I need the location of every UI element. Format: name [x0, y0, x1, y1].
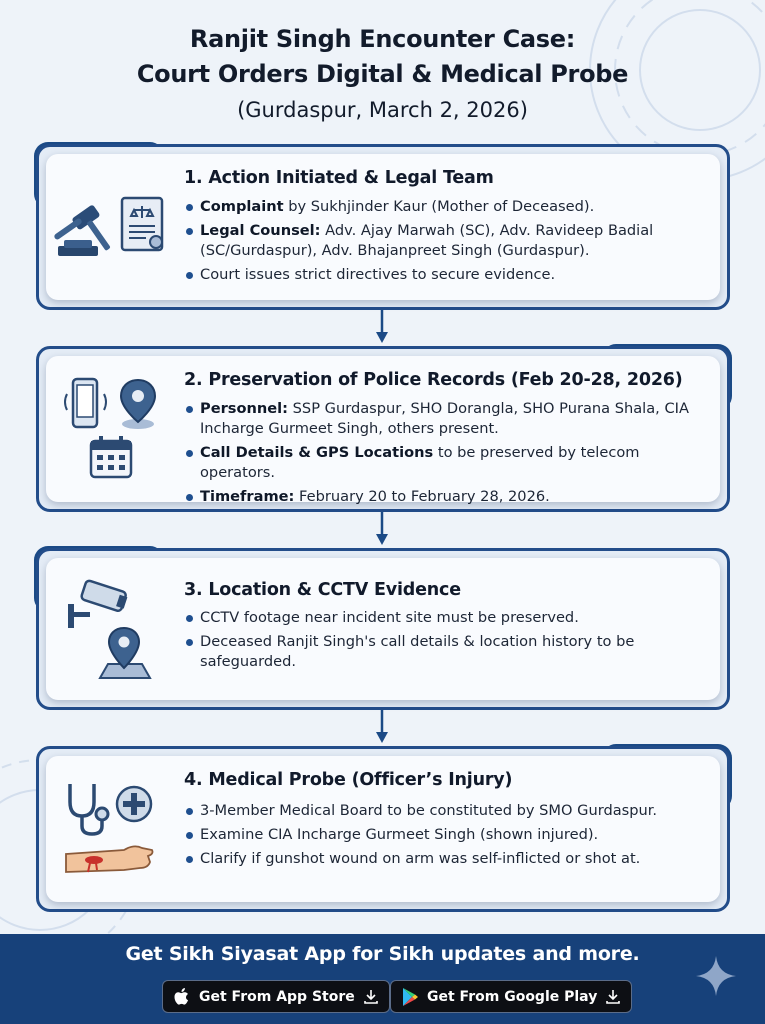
flow-arrow-icon — [375, 512, 389, 546]
list-item: Personnel: SSP Gurdaspur, SHO Dorangla, SHO Purana Shala, CIA Incharge Gurmeet Singh, others present. — [184, 399, 714, 439]
footer-text: Get Sikh Siyasat App for Sikh updates and more. — [125, 943, 640, 965]
flow-arrow-icon — [375, 710, 389, 744]
section-title: 3. Location & CCTV Evidence — [184, 580, 461, 600]
section-title: 4. Medical Probe (Officer’s Injury) — [184, 770, 513, 790]
app-promo-footer — [0, 934, 765, 1024]
legal-document-icon — [114, 194, 174, 258]
section-police-records — [36, 346, 730, 516]
section-action-initiated — [36, 144, 730, 314]
bullet-list — [184, 399, 714, 511]
download-icon — [363, 989, 379, 1005]
bullet-list — [184, 197, 704, 289]
list-item: Complaint by Sukhjinder Kaur (Mother of Deceased). — [184, 197, 704, 217]
google-play-icon — [401, 987, 419, 1007]
app-store-button[interactable] — [162, 980, 390, 1013]
google-play-button[interactable] — [390, 980, 632, 1013]
page-title-line-1: Ranjit Singh Encounter Case: — [189, 25, 576, 53]
app-store-label: Get From App Store — [199, 988, 355, 1005]
list-item: Clarify if gunshot wound on arm was self-inflicted or shot at. — [184, 849, 714, 869]
bullet-list — [184, 608, 694, 676]
medical-plus-icon — [114, 784, 154, 824]
list-item: 3-Member Medical Board to be constituted by SMO Gurdaspur. — [184, 801, 714, 821]
apple-icon — [173, 987, 191, 1007]
sparkle-icon — [694, 954, 738, 998]
section-title: 2. Preservation of Police Records (Feb 20-28, 2026) — [184, 370, 683, 390]
stethoscope-icon — [60, 780, 116, 840]
section-cctv-evidence — [36, 548, 730, 712]
download-icon — [605, 989, 621, 1005]
calendar-icon — [88, 434, 134, 480]
page-title-line-2: Court Orders Digital & Medical Probe — [136, 60, 629, 88]
list-item: Court issues strict directives to secure evidence. — [184, 265, 704, 285]
page-subtitle: (Gurdaspur, March 2, 2026) — [237, 98, 528, 122]
location-pin-icon — [116, 376, 160, 432]
google-play-label: Get From Google Play — [427, 988, 598, 1005]
page-header — [0, 0, 765, 126]
list-item: Examine CIA Incharge Gurmeet Singh (shown injured). — [184, 825, 714, 845]
list-item: Legal Counsel: Adv. Ajay Marwah (SC), Adv. Ravideep Badial (SC/Gurdaspur), Adv. Bhajanpreet Singh (Gurdaspur). — [184, 221, 704, 261]
map-pin-icon — [94, 624, 154, 684]
flow-arrow-icon — [375, 310, 389, 344]
list-item: CCTV footage near incident site must be preserved. — [184, 608, 694, 628]
gavel-icon — [50, 200, 120, 262]
bullet-list — [184, 801, 714, 873]
list-item: Timeframe: February 20 to February 28, 2026. — [184, 487, 714, 507]
list-item: Deceased Ranjit Singh's call details & location history to be safeguarded. — [184, 632, 694, 672]
list-item: Call Details & GPS Locations to be preserved by telecom operators. — [184, 443, 714, 483]
section-medical-probe — [36, 746, 730, 914]
injured-arm-icon — [64, 840, 156, 880]
section-title: 1. Action Initiated & Legal Team — [184, 168, 494, 188]
mobile-phone-icon — [60, 376, 110, 432]
